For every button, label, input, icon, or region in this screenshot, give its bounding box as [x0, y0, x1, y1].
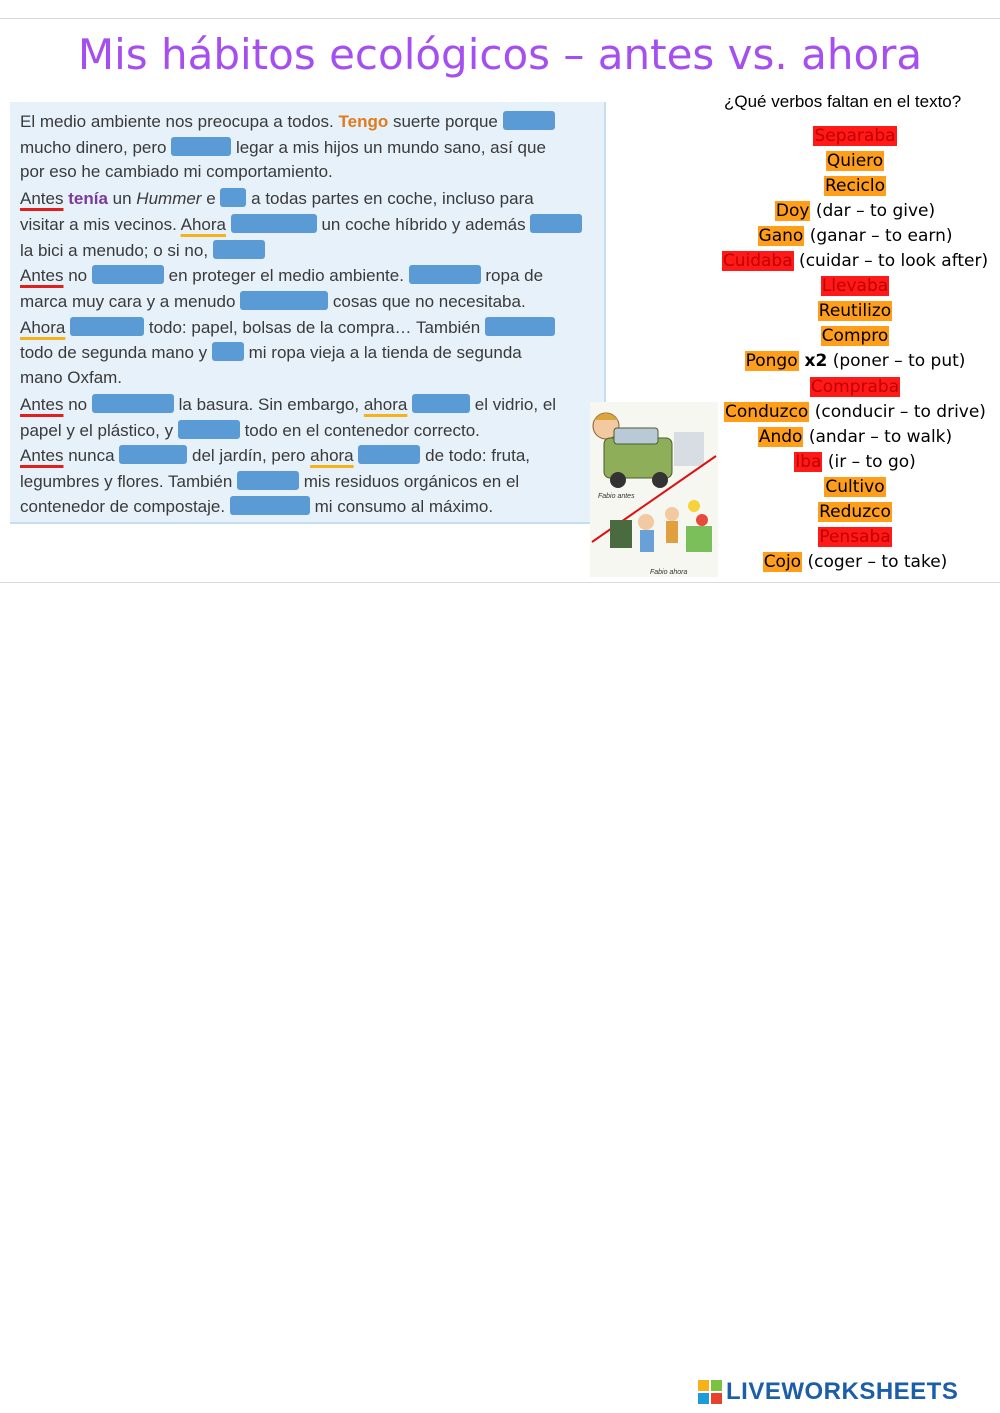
text-span: Hummer: [136, 189, 202, 208]
text-line-7: [20, 265, 543, 286]
verb-item: [715, 126, 995, 146]
text-span: del jardín, pero: [192, 446, 306, 465]
text-line-1: [20, 111, 555, 132]
verb-item: [715, 326, 995, 346]
text-span: de todo: fruta,: [425, 446, 531, 465]
liveworksheets-badge-icon: [698, 1380, 722, 1404]
section-rule: [0, 582, 1000, 583]
verb-word: Reciclo: [824, 176, 886, 197]
verb-item: [715, 201, 995, 221]
top-rule: [0, 18, 1000, 19]
text-span: mano Oxfam.: [20, 368, 123, 387]
text-span: Antes: [20, 189, 64, 208]
verb-word: Gano: [758, 226, 804, 247]
answer-blank-5[interactable]: [530, 214, 582, 233]
verb-gloss: (andar – to walk): [803, 426, 953, 447]
text-span: e: [206, 189, 216, 208]
caption-after: Fabio ahora: [650, 569, 688, 576]
verb-item: [715, 301, 995, 321]
text-line-2: [20, 137, 546, 158]
text-span: por eso he cambiado mi comportamiento.: [20, 162, 333, 181]
verb-item: [715, 226, 995, 246]
text-span: ropa de: [485, 266, 544, 285]
verb-word: Cuidaba: [722, 251, 793, 272]
verb-gloss: (ir – to go): [822, 451, 916, 472]
text-line-16: [20, 496, 493, 517]
verb-extra: x2: [798, 351, 828, 372]
answer-blank-13[interactable]: [92, 394, 174, 413]
verb-item: [715, 176, 995, 196]
answer-blank-14[interactable]: [412, 394, 470, 413]
text-span: cosas que no necesitaba.: [332, 292, 526, 311]
page-title: Mis hábitos ecológicos – antes vs. ahora: [77, 30, 923, 79]
text-span: todo: papel, bolsas de la compra… También: [148, 318, 481, 337]
text-span: en proteger el medio ambiente.: [168, 266, 404, 285]
text-span: El medio ambiente nos preocupa a todos.: [20, 112, 334, 131]
liveworksheets-brand: LIVEWORKSHEETS: [726, 1378, 959, 1405]
verb-word: Separaba: [814, 126, 896, 146]
verb-word: Compraba: [810, 376, 900, 397]
verb-item: [715, 251, 995, 271]
text-span: Ahora: [180, 215, 226, 234]
text-span: marca muy cara y a menudo: [20, 292, 236, 311]
text-line-3: [20, 162, 333, 182]
text-span: Ahora: [20, 318, 66, 337]
text-line-15: [20, 471, 519, 492]
answer-blank-8[interactable]: [409, 265, 481, 284]
text-line-14: [20, 445, 530, 466]
answer-blank-9[interactable]: [240, 291, 328, 310]
verb-gloss: (ganar – to earn): [804, 226, 953, 247]
verb-item: [715, 452, 995, 472]
verb-word: Quiero: [826, 151, 884, 172]
verb-word: Iba: [795, 451, 822, 472]
text-line-6: [20, 240, 265, 261]
text-span: la basura. Sin embargo,: [178, 395, 360, 414]
text-span: mucho dinero, pero: [20, 138, 167, 157]
verb-word: Doy: [775, 201, 810, 222]
text-span: Tengo: [338, 112, 389, 131]
text-span: contenedor de compostaje.: [20, 497, 226, 516]
fabio-illustration: [590, 402, 718, 577]
answer-blank-4[interactable]: [231, 214, 317, 233]
answer-blank-15[interactable]: [178, 420, 240, 439]
text-span: legar a mis hijos un mundo sano, así que: [235, 138, 546, 157]
verb-word: Pongo: [745, 351, 798, 372]
verb-word: Reutilizo: [818, 301, 892, 322]
answer-blank-16[interactable]: [119, 445, 187, 464]
text-span: legumbres y flores. También: [20, 472, 233, 491]
caption-before: Fabio antes: [598, 493, 635, 500]
verb-word: Reduzco: [819, 501, 891, 522]
text-span: un coche híbrido y además: [321, 215, 526, 234]
answer-blank-17[interactable]: [358, 445, 420, 464]
text-span: no: [68, 266, 88, 285]
verb-gloss: (cuidar – to look after): [793, 251, 989, 272]
liveworksheets-logo: [698, 1378, 958, 1406]
text-span: todo de segunda mano y: [20, 343, 208, 362]
text-line-5: [20, 214, 582, 235]
answer-blank-3[interactable]: [220, 188, 246, 207]
text-span: mis residuos orgánicos en el: [303, 472, 520, 491]
answer-blank-7[interactable]: [92, 265, 164, 284]
verb-word: Cojo: [763, 551, 802, 572]
answer-blank-1[interactable]: [503, 111, 555, 130]
text-span: Antes: [20, 395, 64, 414]
verb-item: [715, 402, 995, 422]
answer-blank-10[interactable]: [70, 317, 144, 336]
text-span: a todas partes en coche, incluso para: [251, 189, 534, 208]
text-line-4: [20, 188, 534, 209]
text-line-9: [20, 317, 555, 338]
text-span: la bici a menudo; o si no,: [20, 241, 209, 260]
verb-item: [715, 276, 995, 296]
answer-blank-6[interactable]: [213, 240, 265, 259]
verb-item: [715, 377, 995, 397]
text-span: Antes: [20, 266, 64, 285]
text-span: todo en el contenedor correcto.: [244, 421, 480, 440]
verb-item: [715, 477, 995, 497]
fabio-illustration-svg: [590, 402, 718, 577]
verb-item: [715, 552, 995, 572]
text-span: un: [112, 189, 132, 208]
answer-blank-2[interactable]: [171, 137, 231, 156]
verb-item: [715, 502, 995, 522]
text-span: papel y el plástico, y: [20, 421, 174, 440]
text-span: ahora: [363, 395, 408, 414]
text-line-8: [20, 291, 526, 312]
text-line-13: [20, 420, 480, 441]
text-span: Antes: [20, 446, 64, 465]
verb-word: Conduzco: [725, 401, 809, 422]
text-span: suerte porque: [392, 112, 498, 131]
verb-gloss: (poner – to put): [827, 351, 966, 372]
answer-blank-11[interactable]: [485, 317, 555, 336]
answer-blank-19[interactable]: [230, 496, 310, 515]
answer-blank-18[interactable]: [237, 471, 299, 490]
text-span: visitar a mis vecinos.: [20, 215, 177, 234]
verb-gloss: (conducir – to drive): [809, 401, 986, 422]
text-span: ahora: [310, 446, 354, 465]
question-heading: ¿Qué verbos faltan en el texto?: [724, 92, 962, 111]
verb-word: Pensaba: [819, 526, 891, 547]
verb-word: Compro: [821, 326, 889, 347]
verb-item: [715, 351, 995, 371]
text-span: nunca: [68, 446, 115, 465]
verb-item: [715, 527, 995, 547]
verb-item: [715, 427, 995, 447]
text-span: mi consumo al máximo.: [314, 497, 494, 516]
text-span: el vidrio, el: [474, 395, 557, 414]
verb-gloss: (dar – to give): [810, 201, 936, 222]
text-span: tenía: [68, 189, 108, 208]
verb-word: Ando: [758, 426, 803, 447]
text-line-10: [20, 342, 522, 363]
answer-blank-12[interactable]: [212, 342, 244, 361]
verb-word: Llevaba: [821, 276, 889, 297]
verb-item: [715, 151, 995, 171]
text-span: no: [68, 395, 88, 414]
verb-word: Cultivo: [825, 476, 885, 497]
text-span: mi ropa vieja a la tienda de segunda: [248, 343, 522, 362]
verb-gloss: (coger – to take): [802, 551, 948, 572]
text-line-11: [20, 368, 122, 388]
text-line-12: [20, 394, 556, 415]
